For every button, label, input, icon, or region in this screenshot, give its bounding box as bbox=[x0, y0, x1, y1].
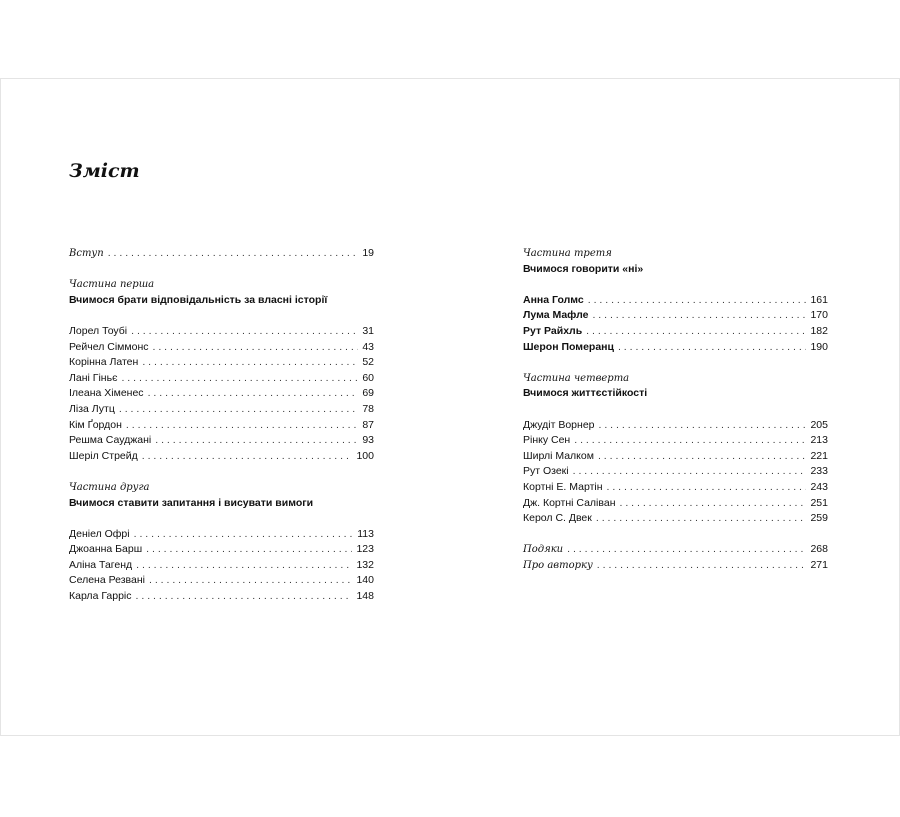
entry-name: Рут Озекі bbox=[523, 465, 569, 478]
leader-dots bbox=[618, 340, 807, 356]
entry-name: Ширлі Малком bbox=[523, 449, 594, 462]
toc-entry bbox=[69, 589, 374, 605]
entry-name: Рут Райхль bbox=[523, 324, 583, 337]
entry-page: 170 bbox=[810, 309, 828, 322]
entry-page: 221 bbox=[810, 449, 828, 462]
toc-entry bbox=[523, 308, 828, 324]
entry-page: 190 bbox=[810, 340, 828, 353]
toc-right-column bbox=[523, 246, 828, 573]
entry-name: Подяки bbox=[523, 544, 564, 556]
entry-page: 69 bbox=[362, 387, 374, 400]
entry-page: 233 bbox=[810, 465, 828, 478]
part4-entries bbox=[523, 418, 828, 527]
entry-name: Решма Сауджані bbox=[69, 434, 152, 447]
leader-dots bbox=[155, 433, 358, 449]
entry-page: 93 bbox=[362, 434, 374, 447]
entry-page: 251 bbox=[810, 496, 828, 509]
entry-name: Аліна Тагенд bbox=[69, 558, 133, 571]
toc-entry bbox=[69, 324, 374, 340]
leader-dots bbox=[146, 542, 352, 558]
entry-name: Лума Мафле bbox=[523, 309, 589, 322]
entry-name: Кім Ґордон bbox=[69, 418, 122, 431]
toc-title: Зміст bbox=[69, 160, 140, 182]
entry-name: Карла Гарріс bbox=[69, 590, 132, 603]
toc-entry bbox=[69, 355, 374, 371]
entry-name: Корінна Латен bbox=[69, 356, 139, 369]
leader-dots bbox=[142, 449, 353, 465]
entry-page: 132 bbox=[356, 558, 374, 571]
entry-page: 19 bbox=[362, 247, 374, 259]
leader-dots bbox=[134, 527, 354, 543]
leader-dots bbox=[567, 542, 806, 558]
entry-name: Лані Гіньє bbox=[69, 371, 118, 384]
entry-name: Шеріл Стрейд bbox=[69, 449, 138, 462]
entry-page: 148 bbox=[356, 590, 374, 603]
entry-page: 60 bbox=[362, 371, 374, 384]
leader-dots bbox=[599, 418, 807, 434]
entry-name: Про авторку bbox=[523, 559, 593, 571]
part-title: Вчимося життєстійкості bbox=[523, 387, 648, 400]
toc-entry bbox=[523, 449, 828, 465]
part-title: Вчимося ставити запитання і висувати вимоги bbox=[69, 496, 314, 509]
entry-page: 213 bbox=[810, 434, 828, 447]
leader-dots bbox=[136, 558, 352, 574]
entry-page: 259 bbox=[810, 512, 828, 525]
leader-dots bbox=[148, 386, 359, 402]
part-title: Вчимося брати відповідальність за власні історії bbox=[69, 293, 328, 306]
toc-entry bbox=[69, 558, 374, 574]
leader-dots bbox=[573, 464, 807, 480]
toc-left-column bbox=[69, 246, 374, 605]
entry-name: Рейчел Сіммонс bbox=[69, 340, 149, 353]
part-label: Частина четверта bbox=[523, 372, 630, 384]
leader-dots bbox=[131, 324, 358, 340]
entry-name: Дж. Кортні Саліван bbox=[523, 496, 616, 509]
entry-page: 87 bbox=[362, 418, 374, 431]
toc-entry bbox=[69, 542, 374, 558]
leader-dots bbox=[136, 589, 353, 605]
entry-name: Кортні Е. Мартін bbox=[523, 480, 603, 493]
toc-entry bbox=[69, 527, 374, 543]
entry-name: Ліза Лутц bbox=[69, 402, 115, 415]
leader-dots bbox=[598, 449, 807, 465]
leader-dots bbox=[592, 308, 806, 324]
toc-entry bbox=[69, 402, 374, 418]
toc-entry bbox=[69, 371, 374, 387]
entry-name: Анна Голмс bbox=[523, 293, 584, 306]
entry-name: Джоанна Барш bbox=[69, 543, 143, 556]
leader-dots bbox=[153, 340, 359, 356]
toc-entry bbox=[69, 418, 374, 434]
part-title: Вчимося говорити «ні» bbox=[523, 262, 644, 275]
toc-entry bbox=[523, 324, 828, 340]
entry-page: 43 bbox=[362, 340, 374, 353]
part3-entries bbox=[523, 293, 828, 355]
entry-page: 123 bbox=[356, 543, 374, 556]
entry-name: Рінку Сен bbox=[523, 434, 571, 447]
entry-name: Джудіт Ворнер bbox=[523, 418, 595, 431]
leader-dots bbox=[588, 293, 807, 309]
toc-entry bbox=[523, 511, 828, 527]
entry-page: 113 bbox=[357, 527, 374, 540]
leader-dots bbox=[597, 558, 807, 574]
part-label: Частина третя bbox=[523, 248, 612, 259]
leader-dots bbox=[586, 324, 806, 340]
leader-dots bbox=[607, 480, 807, 496]
leader-dots bbox=[620, 496, 807, 512]
entry-page: 31 bbox=[362, 324, 374, 337]
entry-name: Деніел Офрі bbox=[69, 527, 130, 540]
entry-name: Керол С. Двек bbox=[523, 512, 592, 525]
toc-entry-intro bbox=[69, 246, 374, 262]
entry-page: 52 bbox=[362, 356, 374, 369]
leader-dots bbox=[596, 511, 807, 527]
toc-entry bbox=[523, 480, 828, 496]
toc-entry bbox=[69, 340, 374, 356]
leader-dots bbox=[574, 433, 806, 449]
toc-entry bbox=[523, 496, 828, 512]
entry-page: 182 bbox=[810, 324, 828, 337]
entry-name: Ілеана Хіменес bbox=[69, 387, 144, 400]
part1-entries bbox=[69, 324, 374, 464]
entry-page: 100 bbox=[356, 449, 374, 462]
toc-entry-about bbox=[523, 558, 828, 574]
leader-dots bbox=[149, 573, 352, 589]
part2-entries bbox=[69, 527, 374, 605]
part-label: Частина друга bbox=[69, 481, 150, 493]
leader-dots bbox=[142, 355, 358, 371]
entry-name: Лорел Тоубі bbox=[69, 324, 128, 337]
entry-page: 140 bbox=[356, 574, 374, 587]
toc-entry bbox=[69, 433, 374, 449]
leader-dots bbox=[108, 246, 359, 262]
entry-page: 243 bbox=[810, 480, 828, 493]
toc-entry bbox=[523, 433, 828, 449]
toc-entry bbox=[523, 418, 828, 434]
leader-dots bbox=[119, 402, 358, 418]
toc-entry bbox=[523, 464, 828, 480]
entry-page: 271 bbox=[810, 558, 828, 571]
toc-entry bbox=[69, 449, 374, 465]
entry-page: 78 bbox=[362, 402, 374, 415]
toc-entry bbox=[69, 573, 374, 589]
leader-dots bbox=[121, 371, 358, 387]
entry-name: Селена Резвані bbox=[69, 574, 145, 587]
entry-name: Шерон Померанц bbox=[523, 340, 614, 353]
entry-page: 268 bbox=[810, 543, 828, 556]
toc-entry bbox=[523, 293, 828, 309]
part-label: Частина перша bbox=[69, 279, 155, 291]
entry-page: 205 bbox=[810, 418, 828, 431]
entry-name: Вступ bbox=[69, 248, 104, 259]
toc-entry-thanks bbox=[523, 542, 828, 558]
toc-entry bbox=[69, 386, 374, 402]
leader-dots bbox=[126, 418, 358, 434]
toc-entry bbox=[523, 340, 828, 356]
entry-page: 161 bbox=[810, 293, 828, 306]
